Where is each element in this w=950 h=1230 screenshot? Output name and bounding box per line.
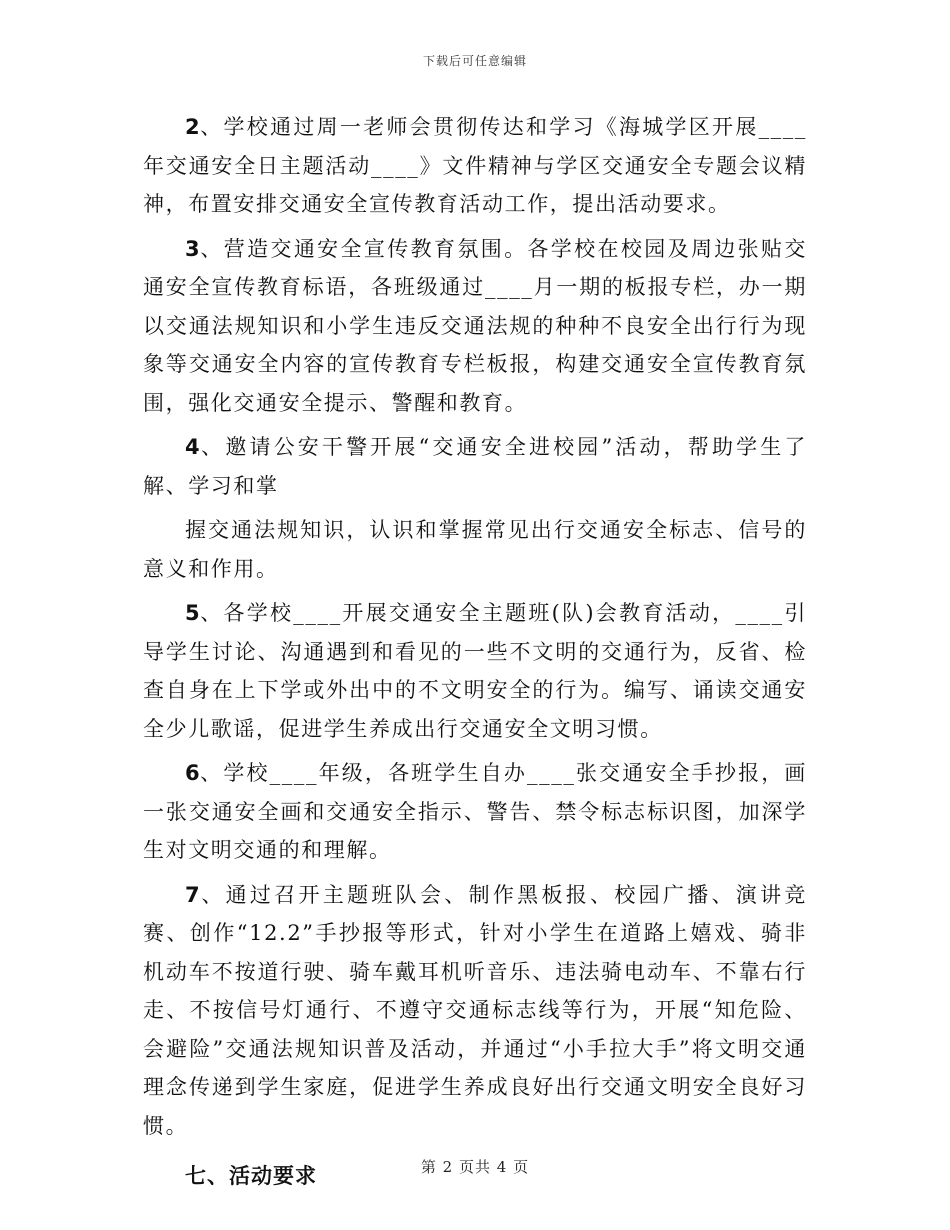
paragraph-text: 握交通法规知识，认识和掌握常见出行交通安全标志、信号的意义和作用。: [143, 518, 807, 581]
paragraph-item-7: [143, 876, 807, 1146]
paragraph-item-4: [143, 428, 807, 505]
section-heading: 七、活动要求: [185, 1164, 317, 1188]
page-footer: 第 2 页共 4 页: [420, 1158, 530, 1176]
item-number: 7: [185, 882, 200, 907]
paragraph-item-5: [143, 594, 807, 748]
item-number: 2: [185, 115, 200, 139]
page-header: 下载后可任意编辑: [422, 54, 527, 68]
document-body: [143, 108, 807, 1195]
paragraph-item-3: [143, 230, 807, 423]
item-number: 5: [185, 601, 200, 625]
paragraph-text: 、学校通过周一老师会贯彻传达和学习《海城学区开展____年交通安全日主题活动____》文件精神与学区交通安全专题会议精神，布置安排交通安全宣传教育活动工作，提出活动要求。: [143, 115, 807, 216]
paragraph-text: 、通过召开主题班队会、制作黑板报、校园广播、演讲竞赛、创作“12.2”手抄报等形式，针对小学生在道路上嬉戏、骑非机动车不按道行驶、骑车戴耳机听音乐、违法骑电动车、不靠右行走、不按信号灯通行、不遵守交通标志线等行为，开展“知危险、会避险”交通法规知识普及活动，并通过“小手拉大手”将文明交通理念传递到学生家庭，促进学生养成良好出行交通文明安全良好习惯。: [143, 882, 807, 1138]
item-number: 4: [185, 435, 200, 459]
paragraph-item-4-continued: [143, 511, 807, 588]
paragraph-item-2: [143, 108, 807, 224]
item-number: 6: [185, 761, 200, 785]
paragraph-text: 、各学校____开展交通安全主题班(队)会教育活动，____引导学生讨论、沟通遇到和看见的一些不文明的交通行为，反省、检查自身在上下学或外出中的不文明安全的行为。编写、诵读交通安全少儿歌谣，促进学生养成出行交通安全文明习惯。: [143, 601, 807, 741]
paragraph-text: 、邀请公安干警开展“交通安全进校园”活动，帮助学生了解、学习和掌: [143, 435, 807, 498]
paragraph-text: 、学校____年级，各班学生自办____张交通安全手抄报，画一张交通安全画和交通安全指示、警告、禁令标志标识图，加深学生对文明交通的和理解。: [143, 761, 807, 862]
item-number: 3: [185, 236, 200, 261]
paragraph-text: 、营造交通安全宣传教育氛围。各学校在校园及周边张贴交通安全宣传教育标语，各班级通过____月一期的板报专栏，办一期以交通法规知识和小学生违反交通法规的种种不良安全出行行为现象等交通安全内容的宣传教育专栏板报，构建交通安全宣传教育氛围，强化交通安全提示、警醒和教育。: [143, 236, 807, 415]
paragraph-item-6: [143, 754, 807, 870]
